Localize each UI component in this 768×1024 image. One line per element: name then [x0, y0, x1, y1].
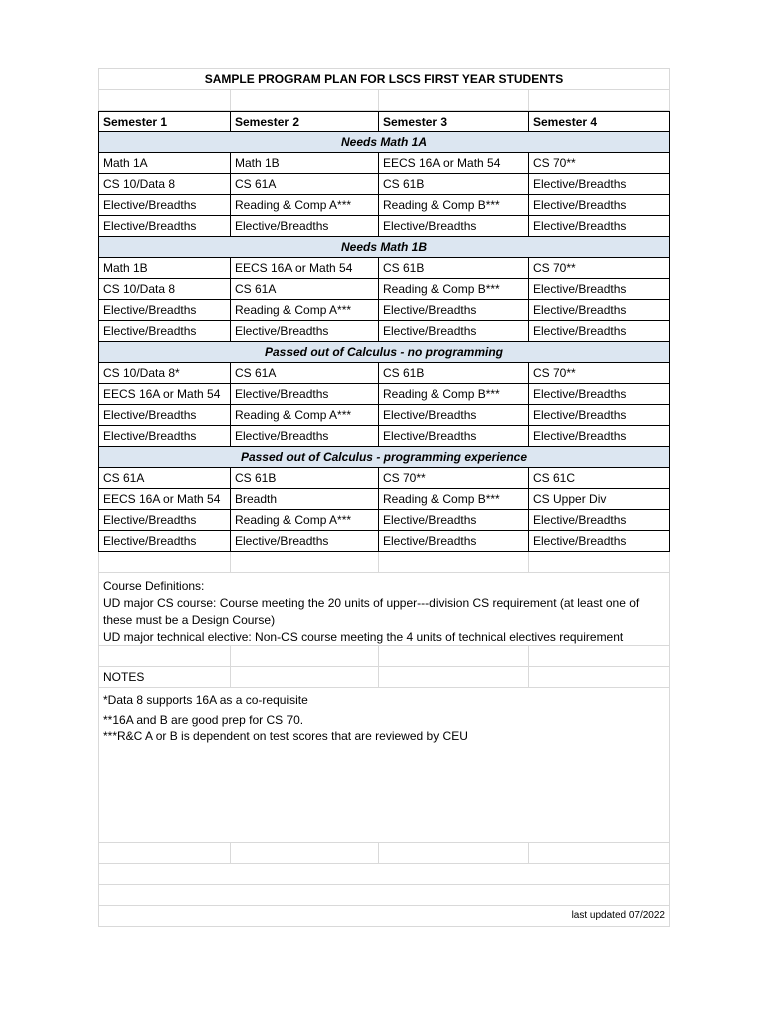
table-row: [98, 384, 670, 405]
course-cell: Reading & Comp B***: [379, 384, 529, 405]
course-cell: CS 70**: [529, 258, 670, 279]
course-cell: Elective/Breadths: [529, 426, 670, 447]
section-header-row: [98, 237, 670, 258]
section-title: Passed out of Calculus - no programming: [98, 342, 670, 363]
notes-heading: NOTES: [98, 667, 231, 688]
course-cell: CS 61A: [231, 279, 379, 300]
blank-row: [98, 90, 670, 111]
definition-ud-cs-course: UD major CS course: Course meeting the 20 units of upper---division CS requirement (at least one of these must be a Design Course): [103, 596, 640, 627]
course-cell: Elective/Breadths: [379, 216, 529, 237]
course-cell: Elective/Breadths: [379, 321, 529, 342]
course-cell: EECS 16A or Math 54: [379, 153, 529, 174]
table-row: [98, 510, 670, 531]
course-cell: Elective/Breadths: [98, 510, 231, 531]
course-cell: Elective/Breadths: [98, 321, 231, 342]
course-cell: CS 10/Data 8*: [98, 363, 231, 384]
course-cell: CS 70**: [529, 363, 670, 384]
course-cell: Elective/Breadths: [379, 426, 529, 447]
course-cell: CS 61A: [231, 174, 379, 195]
footer-row: [98, 906, 670, 927]
note-16a-16b: **16A and B are good prep for CS 70.: [103, 713, 304, 727]
table-row: [98, 468, 670, 489]
section-title: Needs Math 1A: [98, 132, 670, 153]
course-cell: Reading & Comp A***: [231, 300, 379, 321]
program-plan-sheet: [98, 68, 670, 927]
course-cell: Elective/Breadths: [98, 195, 231, 216]
course-cell: CS 61A: [231, 363, 379, 384]
header-semester-2: Semester 2: [231, 111, 379, 132]
table-row: [98, 489, 670, 510]
table-row: [98, 279, 670, 300]
course-cell: CS 61A: [98, 468, 231, 489]
course-cell: Elective/Breadths: [529, 531, 670, 552]
notes-block: [98, 688, 670, 843]
table-row: [98, 426, 670, 447]
course-cell: Elective/Breadths: [231, 216, 379, 237]
title-row: [98, 68, 670, 90]
course-cell: Elective/Breadths: [529, 510, 670, 531]
course-cell: Elective/Breadths: [231, 531, 379, 552]
section-title: Passed out of Calculus - programming experience: [98, 447, 670, 468]
course-cell: Elective/Breadths: [98, 426, 231, 447]
course-cell: EECS 16A or Math 54: [98, 384, 231, 405]
course-cell: Elective/Breadths: [529, 321, 670, 342]
table-row: [98, 363, 670, 384]
course-cell: Elective/Breadths: [98, 216, 231, 237]
header-semester-3: Semester 3: [379, 111, 529, 132]
course-cell: CS 10/Data 8: [98, 174, 231, 195]
blank-row: [98, 885, 670, 906]
course-cell: Elective/Breadths: [231, 384, 379, 405]
course-cell: Elective/Breadths: [529, 279, 670, 300]
plan-title: SAMPLE PROGRAM PLAN FOR LSCS FIRST YEAR STUDENTS: [98, 68, 670, 90]
course-cell: Elective/Breadths: [529, 300, 670, 321]
blank-row: [98, 646, 670, 667]
course-cell: Reading & Comp A***: [231, 405, 379, 426]
course-cell: Math 1A: [98, 153, 231, 174]
course-cell: EECS 16A or Math 54: [231, 258, 379, 279]
table-row: [98, 174, 670, 195]
section-header-row: [98, 132, 670, 153]
blank-row: [98, 552, 670, 573]
blank-row: [98, 843, 670, 864]
course-cell: Elective/Breadths: [529, 405, 670, 426]
course-cell: CS 70**: [529, 153, 670, 174]
definitions-heading: Course Definitions:: [103, 579, 205, 593]
course-cell: CS 61C: [529, 468, 670, 489]
note-rc: ***R&C A or B is dependent on test scores that are reviewed by CEU: [103, 729, 468, 743]
course-cell: EECS 16A or Math 54: [98, 489, 231, 510]
table-row: [98, 405, 670, 426]
table-row: [98, 153, 670, 174]
course-cell: Elective/Breadths: [529, 216, 670, 237]
course-cell: Elective/Breadths: [231, 321, 379, 342]
course-cell: CS 61B: [379, 363, 529, 384]
course-cell: CS 61B: [379, 258, 529, 279]
course-cell: Reading & Comp B***: [379, 195, 529, 216]
table-row: [98, 195, 670, 216]
course-cell: Math 1B: [231, 153, 379, 174]
course-cell: Elective/Breadths: [98, 300, 231, 321]
course-cell: CS 10/Data 8: [98, 279, 231, 300]
course-cell: Elective/Breadths: [379, 405, 529, 426]
blank-row: [98, 864, 670, 885]
course-cell: Elective/Breadths: [98, 405, 231, 426]
note-data8: *Data 8 supports 16A as a co-requisite: [103, 693, 308, 707]
course-cell: Elective/Breadths: [231, 426, 379, 447]
table-row: [98, 216, 670, 237]
header-semester-4: Semester 4: [529, 111, 670, 132]
course-cell: Reading & Comp A***: [231, 195, 379, 216]
table-row: [98, 321, 670, 342]
course-cell: Elective/Breadths: [529, 174, 670, 195]
course-cell: Elective/Breadths: [379, 510, 529, 531]
table-row: [98, 258, 670, 279]
course-cell: Reading & Comp A***: [231, 510, 379, 531]
course-cell: Reading & Comp B***: [379, 279, 529, 300]
table-row: [98, 531, 670, 552]
course-cell: Elective/Breadths: [529, 195, 670, 216]
course-definitions: [98, 573, 670, 646]
course-cell: CS 70**: [379, 468, 529, 489]
course-cell: CS 61B: [379, 174, 529, 195]
course-cell: Reading & Comp B***: [379, 489, 529, 510]
definition-ud-technical-elective: UD major technical elective: Non-CS course meeting the 4 units of technical electives requirement: [103, 630, 624, 644]
last-updated: last updated 07/2022: [98, 906, 670, 927]
course-cell: Elective/Breadths: [379, 300, 529, 321]
course-cell: Elective/Breadths: [98, 531, 231, 552]
section-header-row: [98, 342, 670, 363]
header-semester-1: Semester 1: [98, 111, 231, 132]
section-header-row: [98, 447, 670, 468]
section-title: Needs Math 1B: [98, 237, 670, 258]
course-cell: Breadth: [231, 489, 379, 510]
header-row: [98, 111, 670, 132]
table-row: [98, 300, 670, 321]
course-cell: Elective/Breadths: [379, 531, 529, 552]
course-cell: CS 61B: [231, 468, 379, 489]
course-cell: Math 1B: [98, 258, 231, 279]
course-cell: Elective/Breadths: [529, 384, 670, 405]
course-cell: CS Upper Div: [529, 489, 670, 510]
notes-heading-row: [98, 667, 670, 688]
